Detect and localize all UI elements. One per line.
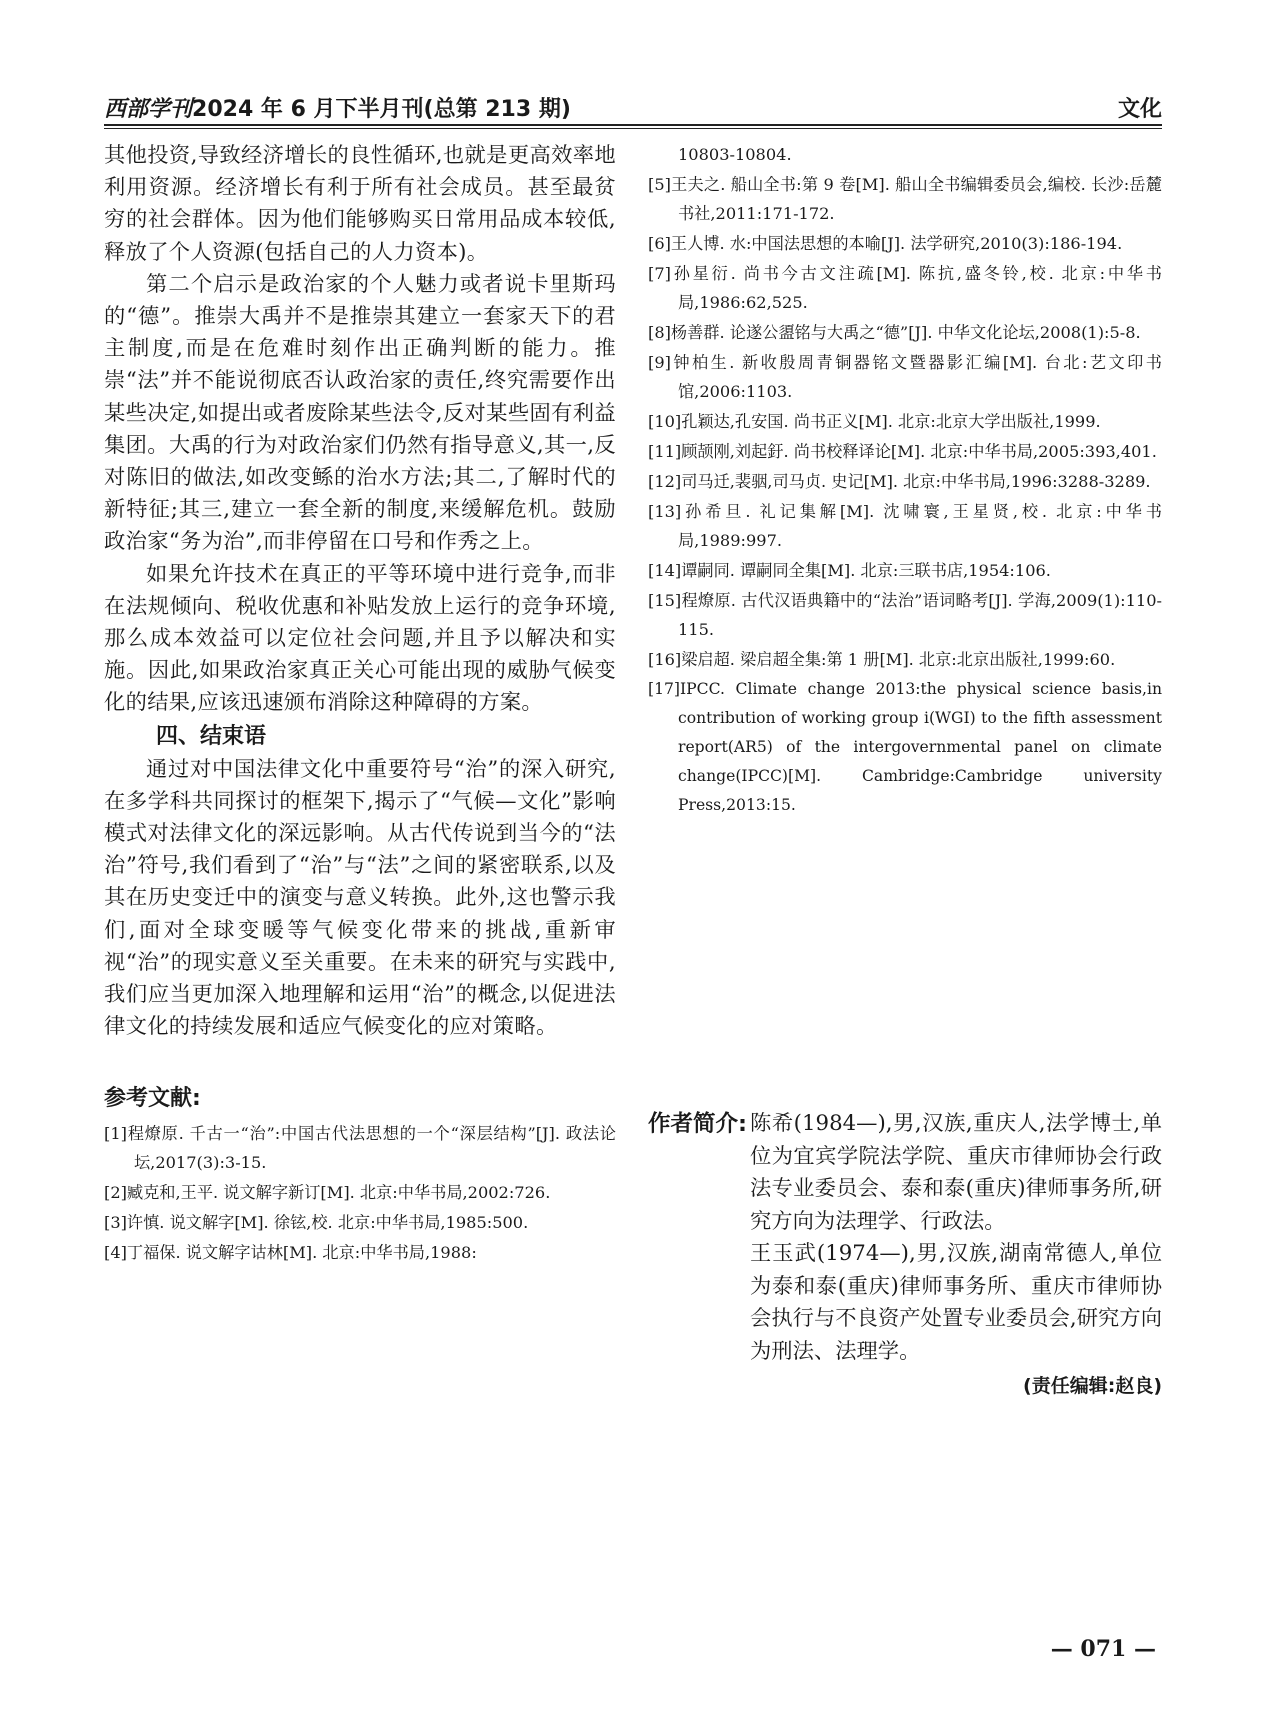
body-paragraph-3: 如果允许技术在真正的平等环境中进行竞争,而非在法规倾向、税收优惠和补贴发放上运行的竞争环境,那么成本效益可以定位社会问题,并且予以解决和实施。因此,如果政治家真正关心可能出现的威胁气候变化的结果,应该迅速颁布消除这种障碍的方案。 (104, 561, 616, 716)
reference-item: [14]谭嗣同. 谭嗣同全集[M]. 北京:三联书店,1954:106. (648, 561, 1051, 580)
header-rule (104, 124, 1162, 129)
reference-item: [5]王夫之. 船山全书:第 9 卷[M]. 船山全书编辑委员会,编校. 长沙:岳麓书社,2011:171-172. (648, 175, 1162, 223)
left-column (104, 140, 616, 1268)
author-bio-2: 王玉武(1974—),男,汉族,湖南常德人,单位为泰和泰(重庆)律师事务所、重庆市律师协会执行与不良资产处置专业委员会,研究方向为刑法、法理学。 (750, 1241, 1162, 1364)
journal-name: 西部学刊 (104, 96, 193, 122)
reference-item: [17]IPCC. Climate change 2013:the physical science basis,in contribution of working group i(WGI) to the fifth assessment report(AR5) of the intergovernmental panel on climate change(IPCC)[M]. Cambridge:Cambridge university Press,2013:15. (648, 680, 1162, 814)
reference-item: [1]程燎原. 千古一“治”:中国古代法思想的一个“深层结构”[J]. 政法论坛,2017(3):3-15. (104, 1124, 616, 1173)
page-number: — 071 — (1050, 1636, 1156, 1662)
body-paragraph-2: 第二个启示是政治家的个人魅力或者说卡里斯玛的“德”。推崇大禹并不是推崇其建立一套家天下的君主制度,而是在危难时刻作出正确判断的能力。推崇“法”并不能说彻底否认政治家的责任,终究需要作出某些决定,如提出或者废除某些法令,反对某些固有利益集团。大禹的行为对政治家们仍然有指导意义,其一,反对陈旧的做法,如改变鲧的治水方法;其二,了解时代的新特征;其三,建立一套全新的制度,来缓解危机。鼓励政治家“务为治”,而非停留在口号和作秀之上。 (104, 271, 616, 555)
right-column (648, 140, 1162, 821)
reference-continuation: 10803-10804. (678, 145, 792, 164)
references-title: 参考文献: (104, 1086, 201, 1112)
author-bio-1: 陈希(1984—),男,汉族,重庆人,法学博士,单位为宜宾学院法学院、重庆市律师协会行政法专业委员会、泰和泰(重庆)律师事务所,研究方向为法理学、行政法。 (750, 1111, 1162, 1234)
journal-issue (104, 92, 571, 123)
reference-item: [9]钟柏生. 新收殷周青铜器铭文暨器影汇编[M]. 台北:艺文印书馆,2006:1103. (648, 353, 1162, 401)
reference-item: [11]顾颉刚,刘起釪. 尚书校释译论[M]. 北京:中华书局,2005:393,401. (648, 442, 1157, 461)
reference-item: [13]孙希旦. 礼记集解[M]. 沈啸寰,王星贤,校. 北京:中华书局,1989:997. (648, 502, 1162, 550)
body-paragraph-4: 通过对中国法律文化中重要符号“治”的深入研究,在多学科共同探讨的框架下,揭示了“气候—文化”影响模式对法律文化的深远影响。从古代传说到当今的“法治”符号,我们看到了“治”与“法”之间的紧密联系,以及其在历史变迁中的演变与意义转换。此外,这也警示我们,面对全球变暖等气候变化带来的挑战,重新审视“治”的现实意义至关重要。在未来的研究与实践中,我们应当更加深入地理解和运用“治”的概念,以促进法律文化的持续发展和适应气候变化的应对策略。 (104, 756, 616, 1040)
reference-item: [7]孙星衍. 尚书今古文注疏[M]. 陈抗,盛冬铃,校. 北京:中华书局,1986:62,525. (648, 264, 1162, 312)
reference-item: [10]孔颖达,孔安国. 尚书正义[M]. 北京:北京大学出版社,1999. (648, 412, 1101, 431)
reference-item: [8]杨善群. 论遂公盨铭与大禹之“德”[J]. 中华文化论坛,2008(1):5-8. (648, 323, 1141, 342)
reference-item: [12]司马迁,裴骃,司马贞. 史记[M]. 北京:中华书局,1996:3288-3289. (648, 472, 1151, 491)
section-name: 文化 (1117, 97, 1162, 122)
author-bio (648, 1108, 1162, 1403)
reference-list-left (104, 1119, 616, 1267)
section-title: 四、结束语 (156, 723, 267, 749)
reference-item: [4]丁福保. 说文解字诂林[M]. 北京:中华书局,1988: (104, 1243, 477, 1263)
body-paragraph-1: 其他投资,导致经济增长的良性循环,也就是更高效率地利用资源。经济增长有利于所有社会成员。甚至最贫穷的社会群体。因为他们能够购买日常用品成本较低,释放了个人资源(包括自己的人力资本)。 (104, 143, 616, 265)
reference-item: [6]王人博. 水:中国法思想的本喻[J]. 法学研究,2010(3):186-194. (648, 234, 1123, 253)
responsible-editor: (责任编辑:赵良) (1023, 1375, 1162, 1397)
reference-item: [2]臧克和,王平. 说文解字新订[M]. 北京:中华书局,2002:726. (104, 1183, 551, 1203)
author-bio-label: 作者简介: (648, 1111, 747, 1137)
reference-item: [16]梁启超. 梁启超全集:第 1 册[M]. 北京:北京出版社,1999:60. (648, 650, 1116, 669)
reference-item: [3]许慎. 说文解字[M]. 徐铉,校. 北京:中华书局,1985:500. (104, 1213, 529, 1233)
reference-item: [15]程燎原. 古代汉语典籍中的“法治”语词略考[J]. 学海,2009(1):110-115. (648, 591, 1162, 639)
issue-info: 2024 年 6 月下半月刊(总第 213 期) (192, 97, 571, 122)
running-header (104, 88, 1162, 124)
